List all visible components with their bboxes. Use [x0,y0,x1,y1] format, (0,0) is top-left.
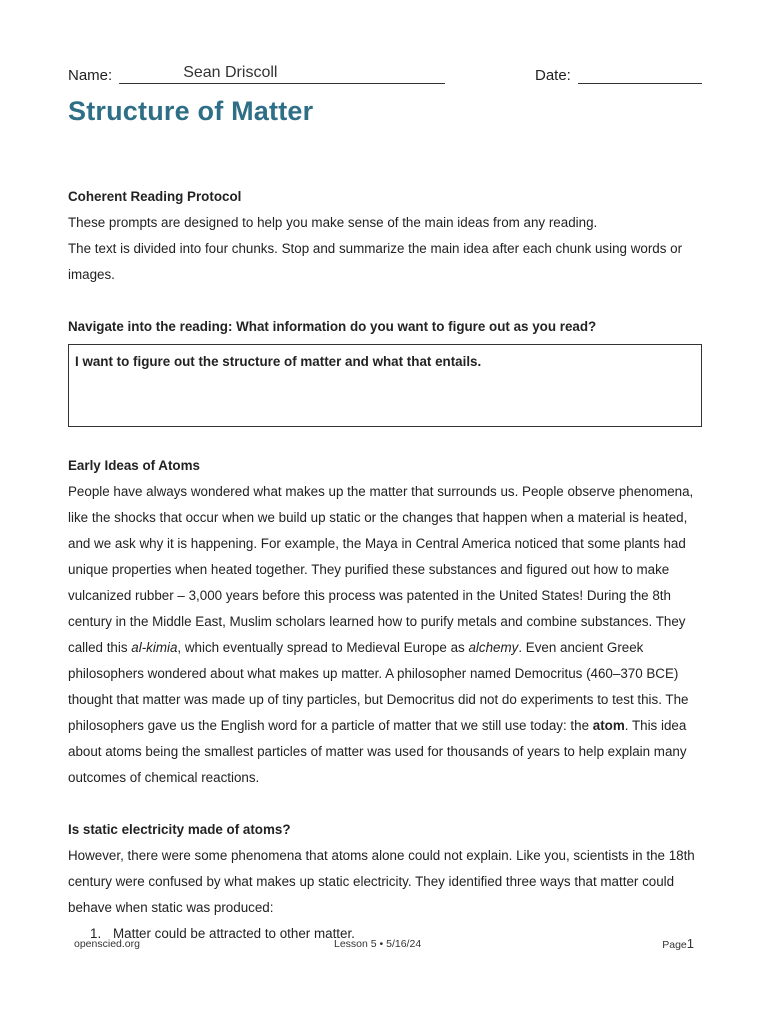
early-ideas-text-2: , which eventually spread to Medieval Europe as [177,640,469,655]
al-kimia-term: al-kimia [131,640,178,655]
footer-lesson: Lesson 5 • 5/16/24 [334,938,422,950]
date-line[interactable] [578,64,702,84]
page-number: 1 [686,936,694,951]
page-footer [74,936,694,956]
navigate-answer: I want to figure out the structure of matter and what that entails. [75,354,482,369]
alchemy-term: alchemy [468,640,519,655]
early-ideas-text-3: . Even ancient Greek philosophers wondered about what makes up matter. A philosopher named Democritus (460–370 BCE) thought that matter was made up of tiny particles, but Democritus did not do experiments to test this. The philosophers gave us the English word for a particle of matter that we still use today: the [68,640,689,733]
protocol-heading: Coherent Reading Protocol [68,189,242,204]
early-ideas-paragraph [68,479,702,791]
early-ideas-text-1: People have always wondered what makes up the matter that surrounds us. People observe phenomena, like the shocks that occur when we build up static or the changes that happen when a material is heated, and we ask why it is happening. For example, the Maya in Central America noticed that some plants had unique properties when heated together. They purified these substances and figured out how to make vulcanized rubber – 3,000 years before this process was patented in the United States! During the 8th century in the Middle East, Muslim scholars learned how to purify metals and combine substances. They called this [68,484,694,655]
footer-site: openscied.org [74,938,140,950]
header-row [68,64,702,88]
page-label: Page [662,939,687,951]
name-line[interactable] [119,64,445,84]
footer-page [662,936,694,951]
static-paragraph: However, there were some phenomena that atoms alone could not explain. Like you, scientists in the 18th century were confused by what makes up static electricity. They identified three ways that matter could behave when static was produced: [68,848,695,915]
atom-term: atom [592,718,625,733]
spacer [68,427,702,453]
reading-content [68,184,702,947]
name-value: Sean Driscoll [183,64,278,81]
early-ideas-heading: Early Ideas of Atoms [68,458,200,473]
list-item-text: Matter could be attracted to other matter. [113,926,355,941]
navigate-answer-box[interactable] [68,344,702,427]
spacer [68,791,702,817]
list-item-number: 1. [90,926,102,941]
page-title: Structure of Matter [68,96,314,126]
static-heading: Is static electricity made of atoms? [68,822,291,837]
protocol-line-2: The text is divided into four chunks. Stop and summarize the main idea after each chunk using words or images. [68,241,683,282]
early-ideas-text-4: . This idea about atoms being the smallest particles of matter was used for thousands of years to help explain many outcomes of chemical reactions. [68,718,687,785]
spacer [68,288,702,314]
name-field [68,64,445,84]
navigate-prompt: Navigate into the reading: What information do you want to figure out as you read? [68,319,597,334]
date-field [535,64,702,84]
protocol-line-1: These prompts are designed to help you make sense of the main ideas from any reading. [68,215,598,230]
name-label: Name: [68,67,113,84]
date-label: Date: [535,67,571,84]
